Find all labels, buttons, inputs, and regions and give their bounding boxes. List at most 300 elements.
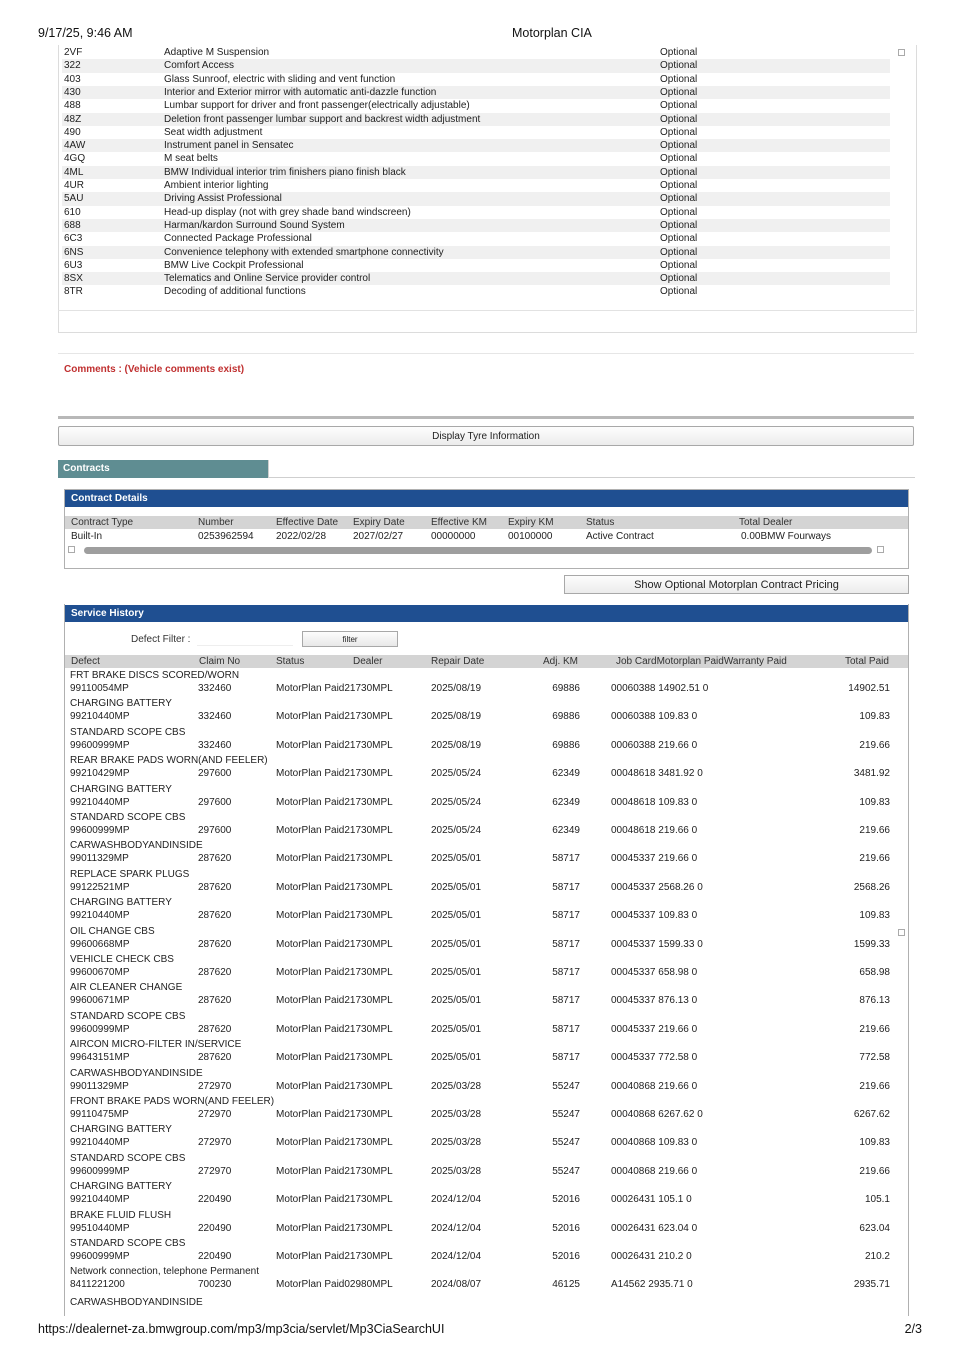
total-paid: 623.04 xyxy=(859,1222,890,1234)
claim-status: MotorPlan Paid21730MPL xyxy=(276,1165,393,1177)
claim-number: 297600 xyxy=(198,825,232,836)
total-paid: 3481.92 xyxy=(853,768,890,780)
claim-number: 287620 xyxy=(198,1023,232,1035)
claim-status: MotorPlan Paid21730MPL xyxy=(276,881,393,893)
job-card-payments: 00026431 210.2 0 xyxy=(611,1251,692,1262)
service-history-values xyxy=(66,710,907,724)
part-number: 99510440MP xyxy=(70,1222,130,1234)
claim-number: 272970 xyxy=(198,1165,232,1177)
option-code: 610 xyxy=(64,206,81,218)
claim-status: MotorPlan Paid21730MPL xyxy=(276,1080,393,1092)
option-type: Optional xyxy=(660,113,698,125)
total-paid: 14902.51 xyxy=(848,683,890,694)
total-paid: 219.66 xyxy=(859,853,890,865)
option-type: Optional xyxy=(660,219,698,231)
contract-expiry-date: 2027/02/27 xyxy=(353,531,404,542)
adjusted-km: 46125 xyxy=(552,1279,580,1291)
adjusted-km: 52016 xyxy=(552,1251,580,1262)
contract-expiry-km: 00100000 xyxy=(508,531,553,542)
repair-date: 2025/05/01 xyxy=(431,1052,482,1064)
total-paid: 109.83 xyxy=(859,1137,890,1149)
adjusted-km: 52016 xyxy=(552,1222,580,1234)
service-history-row[interactable] xyxy=(66,1067,907,1095)
option-desc: Ambient interior lighting xyxy=(164,180,269,191)
job-card-payments: A14562 2935.71 0 xyxy=(611,1279,693,1291)
option-code: 6U3 xyxy=(64,259,83,271)
job-card-payments: 00045337 876.13 0 xyxy=(611,995,698,1007)
filter-button[interactable]: filter xyxy=(302,631,398,647)
claim-number: 272970 xyxy=(198,1109,232,1120)
part-number: 99110054MP xyxy=(70,683,129,694)
contract-status: Active Contract xyxy=(586,531,654,542)
adjusted-km: 58717 xyxy=(552,910,580,922)
option-desc: Decoding of additional functions xyxy=(164,286,306,298)
service-history-values xyxy=(66,909,907,923)
service-history-row[interactable] xyxy=(66,726,907,754)
defect-description: FRT BRAKE DISCS SCORED/WORN xyxy=(70,670,240,681)
repair-date: 2025/08/19 xyxy=(431,683,482,694)
print-footer xyxy=(38,1322,922,1338)
claim-status: MotorPlan Paid21730MPL xyxy=(276,711,393,723)
part-number: 99600999MP xyxy=(70,739,130,751)
option-code: 5AU xyxy=(64,193,84,205)
job-card-payments: 00045337 1599.33 0 xyxy=(611,938,703,950)
repair-date: 2025/05/01 xyxy=(431,938,482,950)
option-code: 688 xyxy=(64,219,81,231)
total-paid: 1599.33 xyxy=(853,938,890,950)
option-type: Optional xyxy=(660,140,698,152)
part-number: 99210440MP xyxy=(70,910,130,922)
contract-total-dealer: 0.00BMW Fourways xyxy=(741,531,832,542)
total-paid: 219.66 xyxy=(859,1023,890,1035)
claim-status: MotorPlan Paid21730MPL xyxy=(276,1194,393,1206)
claim-status: MotorPlan Paid21730MPL xyxy=(276,1023,393,1035)
adjusted-km: 58717 xyxy=(552,881,580,893)
claim-status: MotorPlan Paid21730MPL xyxy=(276,1109,393,1120)
service-history-row[interactable] xyxy=(66,783,907,811)
part-number: 99122521MP xyxy=(70,881,130,893)
service-history-values xyxy=(66,682,907,696)
contract-type: Built-In xyxy=(71,531,103,542)
repair-date: 2024/12/04 xyxy=(431,1194,482,1206)
col-effective-km: Effective KM xyxy=(431,517,487,528)
option-type: Optional xyxy=(660,286,698,298)
claim-number: 332460 xyxy=(198,683,232,694)
adjusted-km: 58717 xyxy=(552,1052,580,1064)
service-history-row[interactable] xyxy=(66,754,907,782)
part-number: 99210429MP xyxy=(70,768,130,780)
col-total-paid: Total Paid xyxy=(845,656,889,667)
repair-date: 2025/08/19 xyxy=(431,739,482,751)
option-type: Optional xyxy=(660,47,698,58)
adjusted-km: 69886 xyxy=(552,739,580,751)
service-history-values xyxy=(66,994,907,1008)
option-row xyxy=(62,219,890,232)
contract-details-header: Contract Details xyxy=(65,490,908,507)
job-card-payments: 00060388 109.83 0 xyxy=(611,711,698,723)
option-type: Optional xyxy=(660,180,698,191)
option-code: 6C3 xyxy=(64,233,83,245)
part-number: 99011329MP xyxy=(70,1080,129,1092)
option-row xyxy=(62,166,890,179)
scroll-left-icon[interactable] xyxy=(68,546,75,553)
col-contract-type: Contract Type xyxy=(71,517,134,528)
adjusted-km: 58717 xyxy=(552,1023,580,1035)
part-number: 99600668MP xyxy=(70,938,130,950)
defect-description: STANDARD SCOPE CBS xyxy=(70,1238,186,1249)
adjusted-km: 62349 xyxy=(552,796,580,808)
repair-date: 2025/05/01 xyxy=(431,910,482,922)
service-history-row[interactable] xyxy=(66,1038,907,1066)
show-optional-pricing-button[interactable]: Show Optional Motorplan Contract Pricing xyxy=(564,575,909,594)
total-paid: 109.83 xyxy=(859,711,890,723)
options-divider xyxy=(58,310,914,311)
option-code: 488 xyxy=(64,100,81,112)
print-page-number: 2/3 xyxy=(904,1322,922,1336)
col-total-dealer: Total Dealer xyxy=(739,517,793,528)
repair-date: 2025/05/01 xyxy=(431,967,482,978)
claim-number: 700230 xyxy=(198,1279,232,1291)
adjusted-km: 58717 xyxy=(552,995,580,1007)
option-type: Optional xyxy=(660,246,698,258)
part-number: 99210440MP xyxy=(70,796,130,808)
contract-row[interactable] xyxy=(65,530,908,543)
service-history-values xyxy=(66,1222,907,1236)
service-history-row[interactable] xyxy=(66,896,907,924)
repair-date: 2025/08/19 xyxy=(431,711,482,723)
service-history-row[interactable] xyxy=(66,868,907,896)
option-row xyxy=(62,126,890,139)
option-desc: Glass Sunroof, electric with sliding and vent function xyxy=(164,73,396,85)
scroll-marker-icon xyxy=(898,929,905,936)
service-history-row[interactable] xyxy=(66,953,907,981)
job-card-payments: 00045337 2568.26 0 xyxy=(611,881,703,893)
claim-number: 287620 xyxy=(198,938,232,950)
adjusted-km: 69886 xyxy=(552,711,580,723)
defect-description: AIR CLEANER CHANGE xyxy=(70,982,183,994)
job-card-payments: 00045337 219.66 0 xyxy=(611,853,698,865)
option-row xyxy=(62,152,890,165)
tab-contracts[interactable]: Contracts xyxy=(58,460,268,478)
claim-status: MotorPlan Paid21730MPL xyxy=(276,825,393,836)
repair-date: 2025/05/01 xyxy=(431,995,482,1007)
total-paid: 772.58 xyxy=(859,1052,890,1064)
repair-date: 2024/12/04 xyxy=(431,1222,482,1234)
service-history-row[interactable] xyxy=(66,925,907,953)
part-number: 99600671MP xyxy=(70,995,130,1007)
job-card-payments: 00040868 219.66 0 xyxy=(611,1080,698,1092)
option-type: Optional xyxy=(660,60,698,72)
option-row xyxy=(62,285,890,298)
claim-number: 220490 xyxy=(198,1194,232,1206)
adjusted-km: 55247 xyxy=(552,1137,580,1149)
total-paid: 6267.62 xyxy=(853,1109,890,1120)
service-history-values xyxy=(66,1051,907,1065)
claim-number: 220490 xyxy=(198,1251,232,1262)
adjusted-km: 55247 xyxy=(552,1080,580,1092)
claim-status: MotorPlan Paid21730MPL xyxy=(276,739,393,751)
option-type: Optional xyxy=(660,206,698,218)
option-desc: Comfort Access xyxy=(164,60,235,72)
service-history-values xyxy=(66,796,907,810)
scroll-marker-icon xyxy=(898,49,905,56)
col-expiry-km: Expiry KM xyxy=(508,517,554,528)
service-history-values xyxy=(66,824,907,838)
claim-status: MotorPlan Paid21730MPL xyxy=(276,967,393,978)
repair-date: 2025/05/01 xyxy=(431,881,482,893)
contract-table-header xyxy=(65,516,908,529)
service-history-values xyxy=(66,1080,907,1094)
total-paid: 219.66 xyxy=(859,825,890,836)
option-desc: Deletion front passenger lumbar support and backrest width adjustment xyxy=(164,113,481,125)
claim-status: MotorPlan Paid21730MPL xyxy=(276,1052,393,1064)
claim-number: 220490 xyxy=(198,1222,232,1234)
repair-date: 2025/05/24 xyxy=(431,796,482,808)
option-row xyxy=(62,179,890,192)
option-type: Optional xyxy=(660,100,698,112)
section-divider xyxy=(58,416,914,419)
claim-number: 287620 xyxy=(198,1052,232,1064)
col-dealer: Dealer xyxy=(353,656,383,667)
part-number: 8411221200 xyxy=(70,1279,125,1291)
option-row xyxy=(62,272,890,285)
defect-description: AIRCON MICRO-FILTER IN/SERVICE xyxy=(70,1039,242,1051)
option-desc: Convenience telephony with extended smartphone connectivity xyxy=(164,246,444,258)
claim-status: MotorPlan Paid21730MPL xyxy=(276,1222,393,1234)
col-defect: Defect xyxy=(71,656,100,667)
job-card-payments: 00045337 109.83 0 xyxy=(611,910,698,922)
option-code: 4AW xyxy=(64,140,86,152)
part-number: 99600999MP xyxy=(70,1251,130,1262)
repair-date: 2025/03/28 xyxy=(431,1165,482,1177)
horizontal-scrollbar[interactable] xyxy=(84,547,872,554)
vehicle-comments-link[interactable]: Comments : (Vehicle comments exist) xyxy=(64,364,245,375)
service-history-values xyxy=(66,1136,907,1150)
job-card-payments: 00040868 109.83 0 xyxy=(611,1137,698,1149)
option-desc: M seat belts xyxy=(164,153,218,165)
part-number: 99600999MP xyxy=(70,1023,130,1035)
part-number: 99643151MP xyxy=(70,1052,130,1064)
part-number: 99600999MP xyxy=(70,825,130,836)
job-card-payments: 00048618 109.83 0 xyxy=(611,796,698,808)
service-history-values xyxy=(66,1108,907,1122)
service-history-row[interactable] xyxy=(66,1123,907,1151)
total-paid: 219.66 xyxy=(859,1165,890,1177)
claim-number: 287620 xyxy=(198,910,232,922)
service-history-row[interactable] xyxy=(66,669,907,697)
defect-description: CHARGING BATTERY xyxy=(70,897,172,909)
repair-date: 2025/05/01 xyxy=(431,1023,482,1035)
option-code: 8SX xyxy=(64,273,83,285)
claim-number: 297600 xyxy=(198,768,232,780)
claim-status: MotorPlan Paid21730MPL xyxy=(276,796,393,808)
claim-status: MotorPlan Paid21730MPL xyxy=(276,1251,393,1262)
defect-description: CHARGING BATTERY xyxy=(70,1181,172,1193)
adjusted-km: 62349 xyxy=(552,768,580,780)
part-number: 99210440MP xyxy=(70,711,130,723)
job-card-payments: 00060388 14902.51 0 xyxy=(611,683,709,694)
total-paid: 109.83 xyxy=(859,796,890,808)
defect-description: STANDARD SCOPE CBS xyxy=(70,1152,186,1164)
claim-number: 287620 xyxy=(198,881,232,893)
option-type: Optional xyxy=(660,259,698,271)
adjusted-km: 58717 xyxy=(552,967,580,978)
defect-description: STANDARD SCOPE CBS xyxy=(70,1010,186,1022)
repair-date: 2025/03/28 xyxy=(431,1137,482,1149)
claim-status: MotorPlan Paid21730MPL xyxy=(276,853,393,865)
claim-number: 287620 xyxy=(198,995,232,1007)
service-history-row[interactable] xyxy=(66,839,907,867)
service-history-row[interactable] xyxy=(66,1209,907,1237)
contract-effective-date: 2022/02/28 xyxy=(276,531,327,542)
col-number: Number xyxy=(198,517,234,528)
scroll-right-icon[interactable] xyxy=(877,546,884,553)
col-job-card: Job CardMotorplan PaidWarranty Paid xyxy=(616,656,787,667)
job-card-payments: 00045337 658.98 0 xyxy=(611,967,698,978)
option-desc: Telematics and Online Service provider control xyxy=(164,273,371,285)
repair-date: 2025/05/01 xyxy=(431,853,482,865)
claim-number: 332460 xyxy=(198,711,232,723)
total-paid: 219.66 xyxy=(859,739,890,751)
claim-status: MotorPlan Paid21730MPL xyxy=(276,938,393,950)
part-number: 99210440MP xyxy=(70,1194,130,1206)
service-history-row[interactable] xyxy=(66,811,907,839)
option-row xyxy=(62,46,890,59)
option-desc: BMW Live Cockpit Professional xyxy=(164,259,304,271)
job-card-payments: 00040868 6267.62 0 xyxy=(611,1109,703,1120)
service-history-row[interactable] xyxy=(66,1095,907,1123)
option-desc: Seat width adjustment xyxy=(164,126,263,138)
total-paid: 105.1 xyxy=(864,1194,890,1206)
service-history-values xyxy=(66,852,907,866)
total-paid: 219.66 xyxy=(859,1080,890,1092)
job-card-payments: 00045337 772.58 0 xyxy=(611,1052,698,1064)
col-status: Status xyxy=(586,517,615,528)
option-type: Optional xyxy=(660,233,698,245)
print-header xyxy=(38,26,922,42)
tab-strip xyxy=(268,460,915,478)
option-desc: Head-up display (not with grey shade band windscreen) xyxy=(164,206,411,218)
claim-number: 287620 xyxy=(198,853,232,865)
service-history-row[interactable] xyxy=(66,697,907,725)
service-history-values xyxy=(66,1193,907,1207)
defect-description: CHARGING BATTERY xyxy=(70,1124,172,1136)
option-desc: Driving Assist Professional xyxy=(164,193,282,205)
adjusted-km: 55247 xyxy=(552,1109,580,1120)
service-history-row[interactable] xyxy=(66,1237,907,1265)
option-desc: Instrument panel in Sensatec xyxy=(164,140,294,152)
option-row xyxy=(62,232,890,245)
job-card-payments: 00026431 105.1 0 xyxy=(611,1194,692,1206)
job-card-payments: 00060388 219.66 0 xyxy=(611,739,698,751)
part-number: 99600670MP xyxy=(70,967,130,978)
adjusted-km: 62349 xyxy=(552,825,580,836)
service-history-row[interactable] xyxy=(66,1010,907,1038)
claim-number: 297600 xyxy=(198,796,232,808)
service-history-values xyxy=(66,881,907,895)
option-type: Optional xyxy=(660,193,698,205)
col-claim-no: Claim No xyxy=(199,656,241,667)
service-history-row[interactable] xyxy=(66,1265,907,1293)
service-history-values xyxy=(66,767,907,781)
defect-description: STANDARD SCOPE CBS xyxy=(70,812,186,823)
total-paid: 658.98 xyxy=(859,967,890,978)
claim-number: 272970 xyxy=(198,1137,232,1149)
option-desc: Lumbar support for driver and front passenger(electrically adjustable) xyxy=(164,100,470,112)
option-code: 403 xyxy=(64,73,81,85)
service-history-values xyxy=(66,1278,907,1292)
option-row xyxy=(62,73,890,86)
col-effective-date: Effective Date xyxy=(276,517,339,528)
option-row xyxy=(62,113,890,126)
repair-date: 2024/12/04 xyxy=(431,1251,482,1262)
claim-status: MotorPlan Paid21730MPL xyxy=(276,1137,393,1149)
option-row xyxy=(62,139,890,152)
print-url: https://dealernet-za.bmwgroup.com/mp3/mp3cia/servlet/Mp3CiaSearchUI xyxy=(38,1322,445,1336)
claim-status: MotorPlan Paid21730MPL xyxy=(276,768,393,780)
part-number: 99110475MP xyxy=(70,1109,129,1120)
col-expiry-date: Expiry Date xyxy=(353,517,405,528)
claim-status: MotorPlan Paid21730MPL xyxy=(276,995,393,1007)
claim-status: MotorPlan Paid21730MPL xyxy=(276,683,393,694)
defect-description: CARWASHBODYANDINSIDE xyxy=(70,840,203,852)
col-adj-km: Adj. KM xyxy=(543,656,579,667)
service-history-row[interactable] xyxy=(66,981,907,1009)
total-paid: 210.2 xyxy=(864,1251,890,1262)
defect-description: REAR BRAKE PADS WORN(AND FEELER) xyxy=(70,755,268,767)
option-desc: Harman/kardon Surround Sound System xyxy=(164,219,345,231)
total-paid: 109.83 xyxy=(859,910,890,922)
adjusted-km: 52016 xyxy=(552,1194,580,1206)
service-history-row[interactable] xyxy=(66,1180,907,1208)
service-history-row[interactable] xyxy=(66,1152,907,1180)
option-code: 8TR xyxy=(64,286,83,298)
option-type: Optional xyxy=(660,166,698,178)
option-row xyxy=(62,86,890,99)
job-card-payments: 00045337 219.66 0 xyxy=(611,1023,698,1035)
display-tyre-information-button[interactable]: Display Tyre Information xyxy=(58,426,914,446)
option-code: 322 xyxy=(64,60,81,72)
contract-number: 0253962594 xyxy=(198,531,254,542)
defect-description: CARWASHBODYANDINSIDE xyxy=(70,1067,203,1079)
option-row xyxy=(62,206,890,219)
total-paid: 2568.26 xyxy=(853,881,890,893)
option-type: Optional xyxy=(660,153,698,165)
comments-divider xyxy=(58,353,914,354)
option-code: 4GQ xyxy=(64,153,86,165)
defect-filter-label: Defect Filter : xyxy=(131,634,191,645)
option-code: 48Z xyxy=(64,113,82,125)
option-desc: Interior and Exterior mirror with automatic anti-dazzle function xyxy=(164,86,437,98)
total-paid: 2935.71 xyxy=(853,1279,890,1291)
claim-number: 332460 xyxy=(198,739,232,751)
defect-filter-input[interactable] xyxy=(197,631,293,646)
option-row xyxy=(62,246,890,259)
option-code: 430 xyxy=(64,86,81,98)
adjusted-km: 55247 xyxy=(552,1165,580,1177)
defect-description: Network connection, telephone Permanent xyxy=(70,1266,260,1278)
option-row xyxy=(62,59,890,72)
claim-number: 272970 xyxy=(198,1080,232,1092)
service-history-header: Service History xyxy=(65,605,908,622)
part-number: 99600999MP xyxy=(70,1165,130,1177)
print-title: Motorplan CIA xyxy=(512,26,592,40)
option-type: Optional xyxy=(660,273,698,285)
claim-status: MotorPlan Paid02980MPL xyxy=(276,1279,393,1291)
option-row xyxy=(62,99,890,112)
option-desc: Adaptive M Suspension xyxy=(164,47,270,58)
job-card-payments: 00040868 219.66 0 xyxy=(611,1165,698,1177)
